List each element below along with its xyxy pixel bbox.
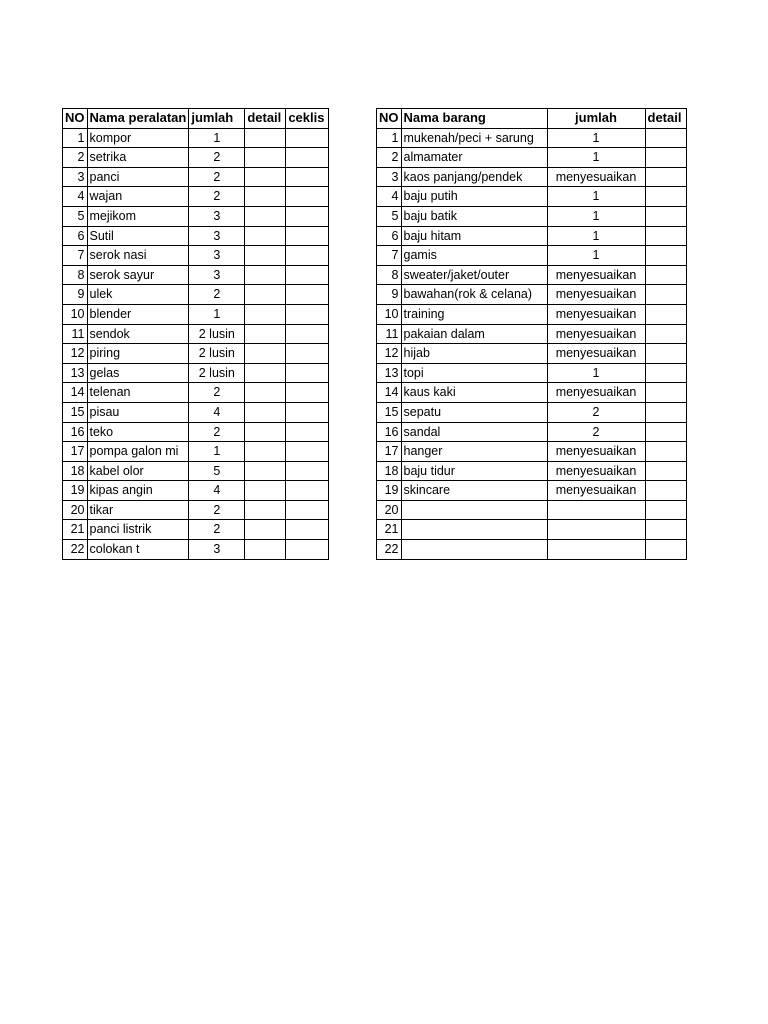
table-cell[interactable]: 5 [377, 206, 402, 226]
table-cell[interactable]: 10 [63, 304, 88, 324]
table-row [63, 422, 329, 442]
table-cell[interactable]: pisau [87, 402, 189, 422]
table-cell[interactable]: 6 [63, 226, 88, 246]
table-cell[interactable]: menyesuaikan [547, 383, 645, 403]
table-row [377, 383, 687, 403]
table-cell[interactable]: 18 [377, 461, 402, 481]
table-cell[interactable]: 8 [377, 265, 402, 285]
table-cell[interactable] [286, 442, 329, 462]
table-cell[interactable]: 9 [63, 285, 88, 305]
table-cell[interactable]: 3 [63, 167, 88, 187]
table-cell[interactable] [286, 226, 329, 246]
table-cell[interactable] [245, 422, 286, 442]
table-cell[interactable]: 2 [377, 148, 402, 168]
table-cell[interactable] [645, 206, 686, 226]
table-cell[interactable]: 13 [377, 363, 402, 383]
table-cell[interactable]: 21 [63, 520, 88, 540]
table-cell[interactable]: 12 [63, 344, 88, 364]
table-row [377, 500, 687, 520]
table-cell[interactable]: telenan [87, 383, 189, 403]
table-cell[interactable] [286, 500, 329, 520]
table-cell[interactable]: menyesuaikan [547, 481, 645, 501]
table-cell[interactable]: sendok [87, 324, 189, 344]
table-cell[interactable]: menyesuaikan [547, 344, 645, 364]
table-cell[interactable]: menyesuaikan [547, 304, 645, 324]
table-cell[interactable]: 18 [63, 461, 88, 481]
table-cell[interactable] [245, 344, 286, 364]
table-row [377, 402, 687, 422]
table-cell[interactable] [547, 540, 645, 560]
table-cell[interactable]: 1 [189, 442, 245, 462]
table-cell[interactable]: wajan [87, 187, 189, 207]
table-cell[interactable]: gelas [87, 363, 189, 383]
table-cell[interactable]: 8 [63, 265, 88, 285]
table-cell[interactable] [245, 540, 286, 560]
header-row [63, 109, 329, 129]
table-cell[interactable]: 2 [189, 520, 245, 540]
table-cell[interactable]: bawahan(rok & celana) [401, 285, 547, 305]
table-cell[interactable] [401, 500, 547, 520]
table-cell[interactable] [245, 128, 286, 148]
table-cell[interactable] [286, 540, 329, 560]
column-header: NO [377, 109, 402, 129]
table-cell[interactable] [645, 265, 686, 285]
table-cell[interactable] [645, 520, 686, 540]
table-cell[interactable]: topi [401, 363, 547, 383]
table-cell[interactable]: 11 [377, 324, 402, 344]
table-cell[interactable] [245, 402, 286, 422]
table-cell[interactable]: baju hitam [401, 226, 547, 246]
table-cell[interactable] [645, 187, 686, 207]
table-cell[interactable]: 19 [63, 481, 88, 501]
table-cell[interactable]: skincare [401, 481, 547, 501]
table-row [63, 481, 329, 501]
table-cell[interactable] [245, 265, 286, 285]
table-cell[interactable] [645, 442, 686, 462]
table-cell[interactable] [645, 344, 686, 364]
table-cell[interactable] [286, 285, 329, 305]
table-cell[interactable]: 1 [547, 187, 645, 207]
table-cell[interactable]: 15 [63, 402, 88, 422]
table-cell[interactable]: serok sayur [87, 265, 189, 285]
table-row [377, 540, 687, 560]
table-cell[interactable]: sepatu [401, 402, 547, 422]
table-cell[interactable] [245, 148, 286, 168]
table-cell[interactable]: 3 [377, 167, 402, 187]
table-cell[interactable] [286, 128, 329, 148]
table-cell[interactable]: 21 [377, 520, 402, 540]
table-cell[interactable] [286, 461, 329, 481]
table-cell[interactable]: 22 [377, 540, 402, 560]
table-cell[interactable] [547, 520, 645, 540]
table-cell[interactable]: pompa galon mi [87, 442, 189, 462]
table-cell[interactable] [645, 324, 686, 344]
table-row [377, 422, 687, 442]
column-header: jumlah [189, 109, 245, 129]
table-cell[interactable] [286, 304, 329, 324]
table-cell[interactable] [245, 285, 286, 305]
table-cell[interactable]: 1 [63, 128, 88, 148]
table-row [377, 442, 687, 462]
table-cell[interactable]: 1 [189, 304, 245, 324]
table-cell[interactable]: baju putih [401, 187, 547, 207]
table-cell[interactable] [645, 304, 686, 324]
table-cell[interactable]: 17 [377, 442, 402, 462]
table-cell[interactable] [286, 324, 329, 344]
table-cell[interactable]: 2 lusin [189, 324, 245, 344]
table-cell[interactable] [245, 304, 286, 324]
table-row [63, 265, 329, 285]
table-cell[interactable]: 4 [189, 402, 245, 422]
table-cell[interactable]: hanger [401, 442, 547, 462]
table-cell[interactable] [645, 167, 686, 187]
table-row [377, 265, 687, 285]
table-row [63, 344, 329, 364]
column-header: detail [645, 109, 686, 129]
table-row [377, 246, 687, 266]
table-cell[interactable]: menyesuaikan [547, 324, 645, 344]
table-row [63, 540, 329, 560]
table-cell[interactable]: 2 [189, 500, 245, 520]
table-cell[interactable]: 1 [377, 128, 402, 148]
table-cell[interactable] [645, 500, 686, 520]
table-cell[interactable]: blender [87, 304, 189, 324]
table-row [377, 481, 687, 501]
table-cell[interactable]: panci listrik [87, 520, 189, 540]
table-row [377, 324, 687, 344]
table-row [377, 167, 687, 187]
table-cell[interactable]: panci [87, 167, 189, 187]
table-cell[interactable]: training [401, 304, 547, 324]
table-row [63, 246, 329, 266]
table-cell[interactable]: 1 [547, 226, 645, 246]
table-cell[interactable]: 9 [377, 285, 402, 305]
table-cell[interactable]: teko [87, 422, 189, 442]
table-cell[interactable] [286, 148, 329, 168]
table-cell[interactable]: almamater [401, 148, 547, 168]
table-row [377, 148, 687, 168]
table-cell[interactable] [286, 402, 329, 422]
table-row [377, 520, 687, 540]
table-cell[interactable] [645, 363, 686, 383]
table-cell[interactable]: 1 [189, 128, 245, 148]
table-row [63, 285, 329, 305]
table-cell[interactable]: 2 [63, 148, 88, 168]
table-cell[interactable] [645, 422, 686, 442]
table-cell[interactable]: menyesuaikan [547, 442, 645, 462]
table-row [377, 285, 687, 305]
table-row [63, 363, 329, 383]
table-cell[interactable] [245, 324, 286, 344]
table-row [377, 461, 687, 481]
table-cell[interactable] [401, 540, 547, 560]
table-row [63, 128, 329, 148]
table-cell[interactable]: 2 [189, 285, 245, 305]
table-cell[interactable] [645, 148, 686, 168]
table-cell[interactable] [245, 206, 286, 226]
table-cell[interactable]: 7 [377, 246, 402, 266]
table-cell[interactable] [245, 383, 286, 403]
table-cell[interactable]: 14 [63, 383, 88, 403]
column-header: NO [63, 109, 88, 129]
table-row [63, 324, 329, 344]
table-row [63, 461, 329, 481]
column-header: Nama peralatan [87, 109, 189, 129]
table-cell[interactable]: 1 [547, 363, 645, 383]
table-cell[interactable] [645, 540, 686, 560]
table-cell[interactable]: tikar [87, 500, 189, 520]
table-row [377, 344, 687, 364]
table-cell[interactable]: baju tidur [401, 461, 547, 481]
table-cell[interactable]: 22 [63, 540, 88, 560]
table-cell[interactable]: ulek [87, 285, 189, 305]
table-cell[interactable] [245, 442, 286, 462]
table-cell[interactable] [286, 187, 329, 207]
table-row [63, 187, 329, 207]
table-cell[interactable]: 1 [547, 148, 645, 168]
table-row [63, 148, 329, 168]
table-cell[interactable] [245, 500, 286, 520]
table-cell[interactable] [286, 246, 329, 266]
table-cell[interactable]: 2 [547, 402, 645, 422]
table-cell[interactable] [645, 246, 686, 266]
column-header: ceklis [286, 109, 329, 129]
table-cell[interactable]: menyesuaikan [547, 461, 645, 481]
table-row [377, 226, 687, 246]
table-cell[interactable]: 2 [547, 422, 645, 442]
table-cell[interactable] [286, 520, 329, 540]
table-cell[interactable]: 2 [189, 422, 245, 442]
table-row [63, 383, 329, 403]
table-cell[interactable] [645, 461, 686, 481]
table-cell[interactable]: 20 [377, 500, 402, 520]
table-row [63, 206, 329, 226]
table-cell[interactable]: 3 [189, 246, 245, 266]
table-cell[interactable]: 3 [189, 206, 245, 226]
table-cell[interactable] [401, 520, 547, 540]
table-cell[interactable] [245, 167, 286, 187]
table-cell[interactable] [645, 226, 686, 246]
items-table [376, 108, 687, 560]
table-cell[interactable]: baju batik [401, 206, 547, 226]
table-cell[interactable]: kaus kaki [401, 383, 547, 403]
table-cell[interactable]: 1 [547, 246, 645, 266]
table-row [63, 442, 329, 462]
table-cell[interactable]: colokan t [87, 540, 189, 560]
table-row [63, 167, 329, 187]
table-cell[interactable] [245, 226, 286, 246]
table-cell[interactable] [245, 246, 286, 266]
table-cell[interactable]: 16 [63, 422, 88, 442]
table-cell[interactable]: 2 [189, 187, 245, 207]
table-cell[interactable] [286, 383, 329, 403]
table-cell[interactable] [286, 265, 329, 285]
table-cell[interactable]: serok nasi [87, 246, 189, 266]
table-row [63, 520, 329, 540]
table-cell[interactable]: 16 [377, 422, 402, 442]
table-cell[interactable]: piring [87, 344, 189, 364]
table-cell[interactable]: menyesuaikan [547, 285, 645, 305]
table-row [63, 226, 329, 246]
table-cell[interactable]: mukenah/peci + sarung [401, 128, 547, 148]
table-cell[interactable]: 3 [189, 540, 245, 560]
table-cell[interactable]: kipas angin [87, 481, 189, 501]
table-cell[interactable] [245, 363, 286, 383]
table-cell[interactable] [245, 461, 286, 481]
table-row [63, 402, 329, 422]
table-row [377, 128, 687, 148]
table-cell[interactable]: 2 [189, 148, 245, 168]
table-cell[interactable]: 4 [377, 187, 402, 207]
table-row [63, 304, 329, 324]
table-cell[interactable] [286, 481, 329, 501]
column-header: Nama barang [401, 109, 547, 129]
table-cell[interactable] [286, 206, 329, 226]
table-cell[interactable] [245, 520, 286, 540]
table-cell[interactable]: 4 [189, 481, 245, 501]
table-cell[interactable]: kabel olor [87, 461, 189, 481]
table-cell[interactable] [645, 383, 686, 403]
table-cell[interactable]: hijab [401, 344, 547, 364]
table-cell[interactable]: 5 [189, 461, 245, 481]
table-cell[interactable]: pakaian dalam [401, 324, 547, 344]
table-cell[interactable] [547, 500, 645, 520]
table-row [377, 206, 687, 226]
table-cell[interactable]: menyesuaikan [547, 265, 645, 285]
table-cell[interactable]: 2 lusin [189, 363, 245, 383]
table-cell[interactable]: gamis [401, 246, 547, 266]
table-cell[interactable]: 3 [189, 265, 245, 285]
table-row [63, 500, 329, 520]
table-cell[interactable]: 15 [377, 402, 402, 422]
equipment-table [62, 108, 329, 560]
table-cell[interactable]: 3 [189, 226, 245, 246]
table-row [377, 187, 687, 207]
table-cell[interactable] [286, 167, 329, 187]
table-cell[interactable] [245, 187, 286, 207]
table-cell[interactable]: 2 [189, 167, 245, 187]
table-cell[interactable] [645, 481, 686, 501]
table-cell[interactable]: setrika [87, 148, 189, 168]
table-cell[interactable]: 2 [189, 383, 245, 403]
table-cell[interactable]: mejikom [87, 206, 189, 226]
table-cell[interactable]: 13 [63, 363, 88, 383]
table-cell[interactable] [245, 481, 286, 501]
table-cell[interactable]: 1 [547, 128, 645, 148]
column-header: jumlah [547, 109, 645, 129]
table-cell[interactable]: kompor [87, 128, 189, 148]
header-row [377, 109, 687, 129]
table-row [377, 363, 687, 383]
table-cell[interactable] [645, 402, 686, 422]
table-cell[interactable] [286, 422, 329, 442]
table-cell[interactable]: 10 [377, 304, 402, 324]
table-cell[interactable]: 20 [63, 500, 88, 520]
table-cell[interactable]: 6 [377, 226, 402, 246]
table-cell[interactable]: 12 [377, 344, 402, 364]
table-cell[interactable]: 19 [377, 481, 402, 501]
table-cell[interactable]: 2 lusin [189, 344, 245, 364]
table-cell[interactable]: 7 [63, 246, 88, 266]
table-cell[interactable]: 14 [377, 383, 402, 403]
table-cell[interactable] [645, 128, 686, 148]
table-cell[interactable] [645, 285, 686, 305]
table-cell[interactable]: sweater/jaket/outer [401, 265, 547, 285]
table-cell[interactable] [286, 363, 329, 383]
table-row [377, 304, 687, 324]
table-cell[interactable]: 5 [63, 206, 88, 226]
table-cell[interactable]: sandal [401, 422, 547, 442]
table-cell[interactable]: 11 [63, 324, 88, 344]
table-cell[interactable]: 1 [547, 206, 645, 226]
table-cell[interactable]: 4 [63, 187, 88, 207]
table-cell[interactable] [286, 344, 329, 364]
table-cell[interactable]: kaos panjang/pendek [401, 167, 547, 187]
table-cell[interactable]: menyesuaikan [547, 167, 645, 187]
table-cell[interactable]: Sutil [87, 226, 189, 246]
column-header: detail [245, 109, 286, 129]
table-cell[interactable]: 17 [63, 442, 88, 462]
